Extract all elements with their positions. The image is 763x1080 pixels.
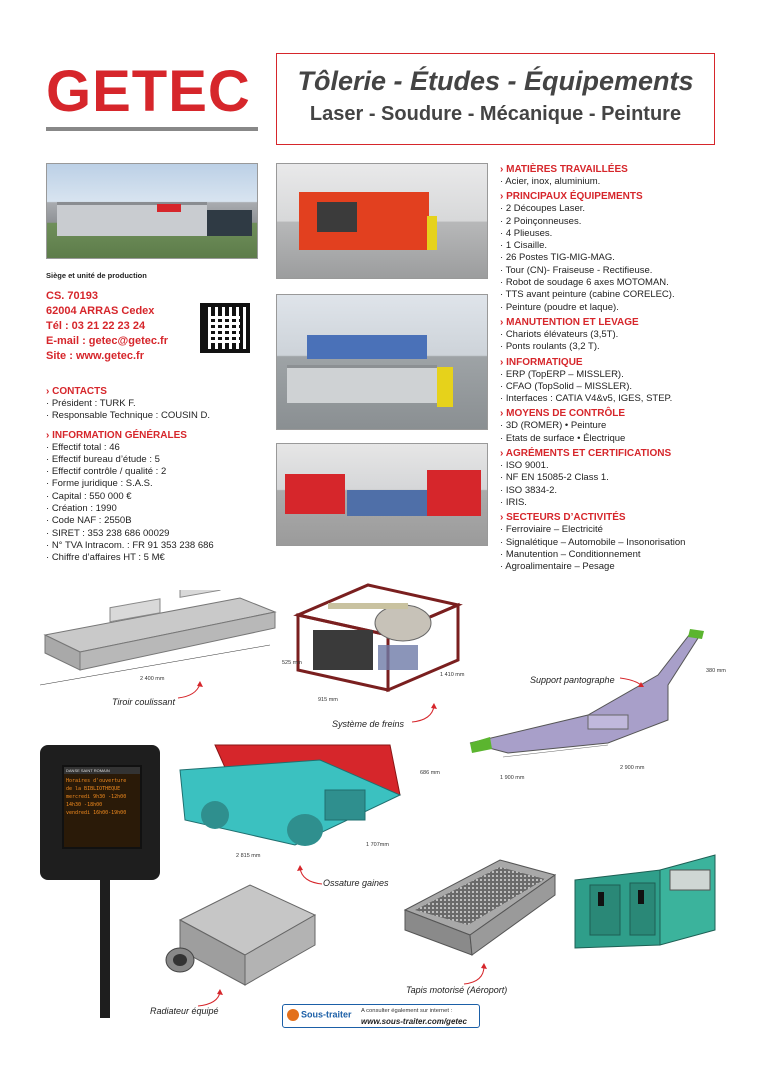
right-column bbox=[500, 163, 725, 575]
list-item: · Peinture (poudre et laque). bbox=[500, 302, 725, 314]
dim-label: 915 mm bbox=[318, 697, 338, 703]
screen-line: vendredi 16h00-19h00 bbox=[66, 810, 127, 816]
sous-traiter-url[interactable]: www.sous-traiter.com/getec bbox=[361, 1017, 467, 1026]
address-cs: CS. 70193 bbox=[46, 290, 98, 302]
list-item: · Robot de soudage 6 axes MOTOMAN. bbox=[500, 277, 725, 289]
control-section bbox=[500, 407, 725, 445]
section-title: › MATIÈRES TRAVAILLÉES bbox=[500, 163, 725, 176]
list-item: · N° TVA Intracom. : FR 91 353 238 686 bbox=[46, 540, 261, 552]
tiroir-illustration bbox=[40, 590, 280, 690]
list-item: · 2 Poinçonneuses. bbox=[500, 216, 725, 228]
press-brake-left-shape bbox=[285, 474, 345, 514]
list-item: · Président : TURK F. bbox=[46, 398, 261, 410]
section-title: › PRINCIPAUX ÉQUIPEMENTS bbox=[500, 190, 725, 203]
sous-traiter-note: A consulter également sur internet : bbox=[361, 1008, 453, 1014]
header-subtitle: Laser - Soudure - Mécanique - Peinture bbox=[309, 103, 682, 125]
section-title: › INFORMATIQUE bbox=[500, 356, 725, 369]
list-item: · SIRET : 353 238 686 00029 bbox=[46, 528, 261, 540]
list-item: · Création : 1990 bbox=[46, 503, 261, 515]
list-item: · Tour (CN)- Fraiseuse - Rectifieuse. bbox=[500, 265, 725, 277]
building-shape bbox=[57, 202, 207, 236]
caption-arrow-icon bbox=[410, 702, 440, 724]
signage-screen bbox=[40, 745, 160, 880]
list-item: · IRIS. bbox=[500, 497, 725, 509]
list-item: · Agroalimentaire – Pesage bbox=[500, 561, 725, 573]
certifications-section bbox=[500, 447, 725, 509]
laser-workshop-photo bbox=[276, 163, 488, 279]
logo-text: GETEC bbox=[46, 59, 251, 124]
address-email[interactable]: E-mail : getec@getec.fr bbox=[46, 335, 168, 347]
list-item: · Etats de surface • Électrique bbox=[500, 433, 725, 445]
armoire-illustration bbox=[570, 850, 720, 950]
section-title: › CONTACTS bbox=[46, 385, 261, 398]
list-item: · Forme juridique : S.A.S. bbox=[46, 478, 261, 490]
dim-label: 2 815 mm bbox=[236, 853, 261, 859]
caption-radiateur: Radiateur équipé bbox=[150, 1006, 219, 1016]
list-item: · Chariots élévateurs (3,5T). bbox=[500, 329, 725, 341]
caption-tiroir: Tiroir coulissant bbox=[112, 697, 175, 707]
screen-text bbox=[64, 774, 140, 817]
address-phone[interactable]: Tél : 03 21 22 23 24 bbox=[46, 320, 146, 332]
list-item: · Effectif contrôle / qualité : 2 bbox=[46, 466, 261, 478]
list-item: · Manutention – Conditionnement bbox=[500, 549, 725, 561]
ossature-illustration bbox=[175, 735, 415, 870]
list-item: · Responsable Technique : COUSIN D. bbox=[46, 410, 261, 422]
building-sign bbox=[157, 204, 181, 212]
caption-ossature: Ossature gaines bbox=[323, 878, 389, 888]
section-title: › MANUTENTION ET LEVAGE bbox=[500, 316, 725, 329]
press-brake-right-shape bbox=[427, 470, 481, 516]
caption-freins: Système de freins bbox=[332, 719, 405, 729]
dim-label: 2 400 mm bbox=[140, 676, 165, 682]
building-photo bbox=[46, 163, 258, 259]
caption-arrow-icon bbox=[196, 988, 226, 1008]
list-item: · Interfaces : CATIA V4&v5, IGES, STEP. bbox=[500, 393, 725, 405]
list-item: · Code NAF : 2550B bbox=[46, 515, 261, 527]
list-item: · 26 Postes TIG-MIG-MAG. bbox=[500, 252, 725, 264]
contacts-section bbox=[46, 385, 261, 423]
handling-section bbox=[500, 316, 725, 354]
list-item: · NF EN 15085-2 Class 1. bbox=[500, 472, 725, 484]
caption-tapis: Tapis motorisé (Aéroport) bbox=[406, 985, 508, 995]
screen-line: mercredi 9h30 -12h00 bbox=[66, 794, 127, 800]
section-title: › INFORMATION GÉNÉRALES bbox=[46, 429, 261, 442]
list-item: · ISO 9001. bbox=[500, 460, 725, 472]
list-item: · 1 Cisaille. bbox=[500, 240, 725, 252]
punch-post-shape bbox=[437, 367, 453, 407]
screen-display bbox=[62, 765, 142, 849]
list-item: · ERP (TopERP – MISSLER). bbox=[500, 369, 725, 381]
list-item: · 3D (ROMER) • Peinture bbox=[500, 420, 725, 432]
screen-line: Horaires d'ouverture bbox=[66, 778, 127, 784]
header-title: Tôlerie - Études - Équipements bbox=[297, 66, 694, 96]
list-item: · Effectif bureau d’étude : 5 bbox=[46, 454, 261, 466]
address-site[interactable]: Site : www.getec.fr bbox=[46, 350, 145, 362]
section-title: › AGRÉMENTS ET CERTIFICATIONS bbox=[500, 447, 725, 460]
equipment-section bbox=[500, 190, 725, 314]
list-item: · Chiffre d’affaires HT : 5 M€ bbox=[46, 552, 261, 564]
list-item: · ISO 3834-2. bbox=[500, 485, 725, 497]
address-block bbox=[46, 289, 206, 364]
getec-logo bbox=[46, 55, 258, 147]
list-item: · Acier, inox, aluminium. bbox=[500, 176, 725, 188]
screen-header: DANSE SAINT ROMAIN bbox=[64, 767, 140, 774]
dim-label: 1 707mm bbox=[366, 842, 389, 848]
left-column bbox=[46, 385, 261, 569]
punching-workshop-photo bbox=[276, 294, 488, 430]
building-annex-shape bbox=[207, 210, 252, 236]
sous-traiter-logo bbox=[287, 1009, 352, 1021]
dim-label: 2 900 mm bbox=[620, 765, 645, 771]
materials-section bbox=[500, 163, 725, 188]
screen-line: 14h30 -18h00 bbox=[66, 802, 103, 808]
list-item: · Signalétique – Automobile – Insonorisation bbox=[500, 537, 725, 549]
caption-pantographe: Support pantographe bbox=[530, 675, 615, 685]
sous-traiter-badge[interactable] bbox=[282, 1004, 480, 1028]
logo-bar bbox=[46, 127, 258, 131]
caption-arrow-icon bbox=[460, 962, 490, 986]
dim-label: 1 900 mm bbox=[500, 775, 525, 781]
list-item: · Capital : 550 000 € bbox=[46, 491, 261, 503]
siege-label: Siège et unité de production bbox=[46, 271, 147, 280]
list-item: · Effectif total : 46 bbox=[46, 442, 261, 454]
dim-label: 525 mm bbox=[282, 660, 302, 666]
safety-rail-shape bbox=[427, 216, 437, 250]
screen-line: de la BIBLIOTHEQUE bbox=[66, 786, 121, 792]
workbench-shape bbox=[347, 490, 427, 516]
section-title: › SECTEURS D’ACTIVITÉS bbox=[500, 511, 725, 524]
dim-label: 380 mm bbox=[706, 668, 726, 674]
laser-window-shape bbox=[317, 202, 357, 232]
list-item: · 4 Plieuses. bbox=[500, 228, 725, 240]
tapis-illustration bbox=[400, 855, 560, 965]
it-section bbox=[500, 356, 725, 406]
list-item: · TTS avant peinture (cabine CORELEC). bbox=[500, 289, 725, 301]
punch-machine-shape bbox=[307, 335, 427, 359]
sous-traiter-logo-icon bbox=[287, 1009, 299, 1021]
section-title: › MOYENS DE CONTRÔLE bbox=[500, 407, 725, 420]
caption-arrow-icon bbox=[618, 668, 648, 688]
dim-label: 1 410 mm bbox=[440, 672, 465, 678]
list-item: · Ferroviaire – Electricité bbox=[500, 524, 725, 536]
punch-table-shape bbox=[287, 365, 437, 403]
list-item: · CFAO (TopSolid – MISSLER). bbox=[500, 381, 725, 393]
address-city: 62004 ARRAS Cedex bbox=[46, 305, 155, 317]
sectors-section bbox=[500, 511, 725, 573]
bending-workshop-photo bbox=[276, 443, 488, 546]
list-item: · Ponts roulants (3,2 T). bbox=[500, 341, 725, 353]
qr-code-icon[interactable] bbox=[200, 303, 250, 353]
list-item: · 2 Découpes Laser. bbox=[500, 203, 725, 215]
caption-arrow-icon bbox=[176, 680, 206, 700]
signage-pole bbox=[100, 878, 110, 1018]
sous-traiter-logo-text: Sous-traiter bbox=[301, 1009, 352, 1020]
radiateur-illustration bbox=[160, 880, 320, 990]
dim-label: 686 mm bbox=[420, 770, 440, 776]
info-section bbox=[46, 429, 261, 565]
header-box bbox=[276, 53, 715, 145]
pantographe-illustration bbox=[468, 625, 728, 765]
